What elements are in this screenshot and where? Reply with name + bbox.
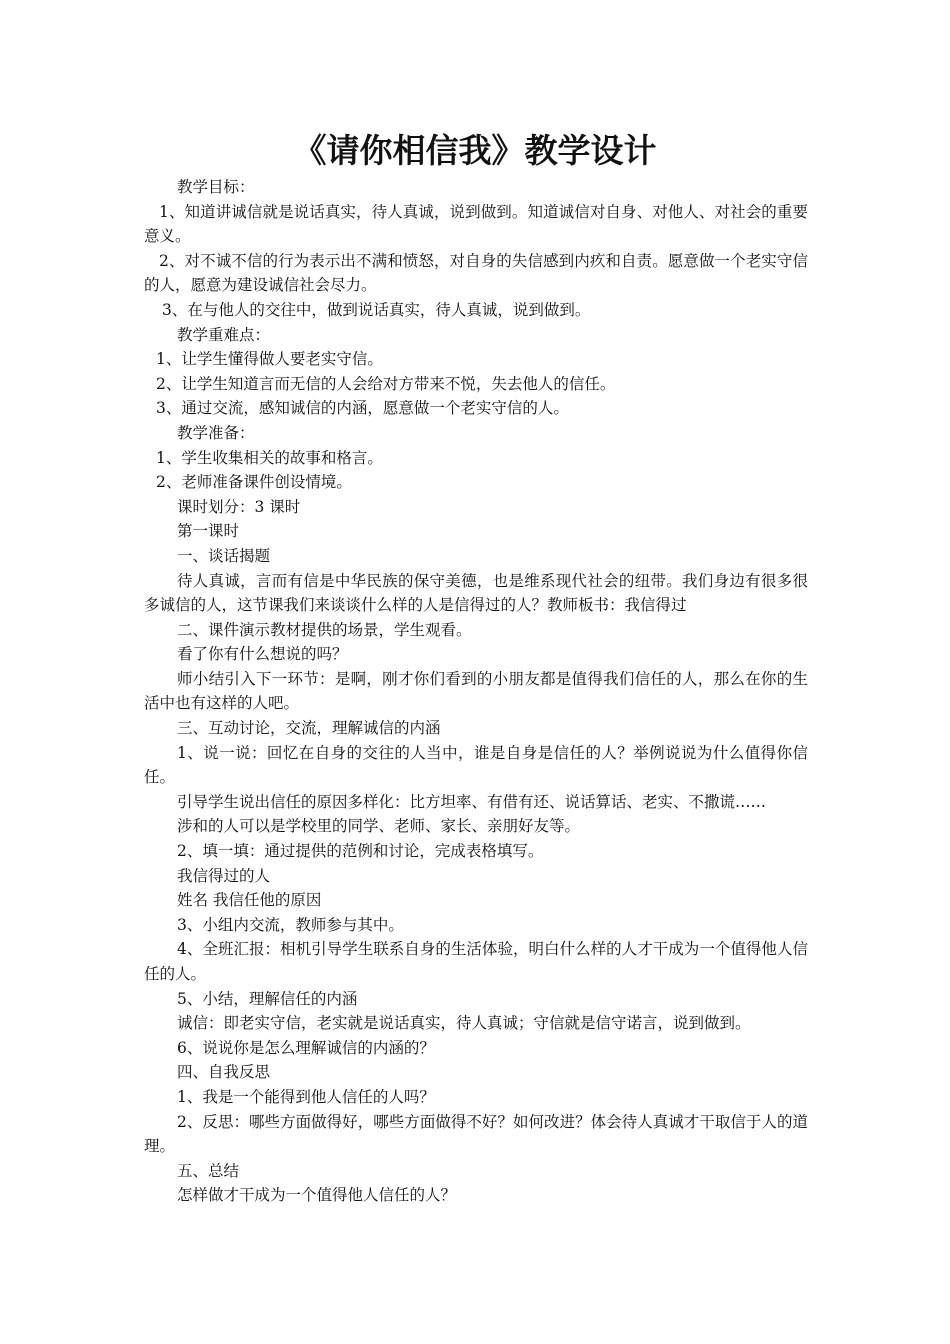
paragraph: 诚信：即老实守信，老实就是说话真实，待人真诚；守信就是信守诺言，说到做到。	[177, 1014, 751, 1033]
paragraph: 教学重难点：	[177, 325, 271, 344]
paragraph: 一、谈话揭题	[177, 546, 271, 565]
paragraph: 引导学生说出信任的原因多样化：比方坦率、有借有还、说话算话、老实、不撒谎……	[177, 792, 767, 811]
paragraph: 五、总结	[177, 1161, 240, 1180]
paragraph: 1、知道讲诚信就是说话真实，待人真诚，说到做到。知道诚信对自身、对他人、对社会的重要意义。	[144, 202, 808, 246]
paragraph: 师小结引入下一环节：是啊，刚才你们看到的小朋友都是值得我们信任的人，那么在你的生活中也有这样的人吧。	[144, 669, 808, 713]
paragraph: 2、老师准备课件创设情境。	[156, 473, 352, 492]
paragraph: 姓名 我信任他的原因	[177, 891, 322, 910]
paragraph: 二、课件演示教材提供的场景，学生观看。	[177, 620, 472, 639]
paragraph: 教学目标：	[177, 178, 255, 196]
paragraph: 3、小组内交流，教师参与其中。	[177, 915, 404, 934]
paragraph: 2、对不诚不信的行为表示出不满和愤怒，对自身的失信感到内疚和自责。愿意做一个老实守信的人，愿意为建设诚信社会尽力。	[144, 251, 808, 295]
paragraph: 待人真诚，言而有信是中华民族的保守美德，也是维系现代社会的纽带。我们身边有很多很多诚信的人，这节课我们来谈谈什么样的人是信得过的人？教师板书：我信得过	[144, 571, 808, 615]
paragraph: 我信得过的人	[177, 866, 271, 885]
paragraph: 2、反思：哪些方面做得好，哪些方面做得不好？如何改进？体会待人真诚才干取信于人的道理。	[144, 1112, 808, 1156]
paragraph: 1、让学生懂得做人要老实守信。	[156, 350, 383, 369]
document-body	[144, 175, 808, 1208]
paragraph: 3、在与他人的交往中，做到说话真实，待人真诚，说到做到。	[162, 300, 591, 319]
paragraph: 2、填一填：通过提供的范例和讨论，完成表格填写。	[177, 842, 544, 861]
paragraph: 5、小结，理解信任的内涵	[177, 989, 358, 1008]
paragraph: 3、通过交流，感知诚信的内涵，愿意做一个老实守信的人。	[156, 399, 569, 418]
paragraph: 1、我是一个能得到他人信任的人吗？	[177, 1087, 435, 1106]
paragraph: 课时划分：3 课时	[177, 497, 301, 516]
paragraph: 看了你有什么想说的吗？	[177, 645, 348, 664]
paragraph: 6、说说你是怎么理解诚信的内涵的？	[177, 1038, 435, 1057]
document-title: 《请你相信我》教学设计	[293, 131, 657, 170]
paragraph: 1、学生收集相关的故事和格言。	[156, 448, 383, 467]
paragraph: 四、自我反思	[177, 1063, 271, 1082]
paragraph: 怎样做才干成为一个值得他人信任的人？	[177, 1186, 457, 1205]
paragraph: 1、说一说：回忆在自身的交往的人当中，谁是自身是信任的人？举例说说为什么值得你信任。	[144, 743, 808, 787]
paragraph: 2、让学生知道言而无信的人会给对方带来不悦，失去他人的信任。	[156, 374, 616, 393]
paragraph: 教学准备：	[177, 423, 255, 442]
paragraph: 4、全班汇报：相机引导学生联系自身的生活体验，明白什么样的人才干成为一个值得他人信任的人。	[144, 940, 808, 983]
paragraph: 第一课时	[177, 522, 240, 541]
paragraph: 三、互动讨论，交流，理解诚信的内涵	[177, 719, 441, 738]
paragraph: 涉和的人可以是学校里的同学、老师、家长、亲朋好友等。	[177, 817, 581, 836]
